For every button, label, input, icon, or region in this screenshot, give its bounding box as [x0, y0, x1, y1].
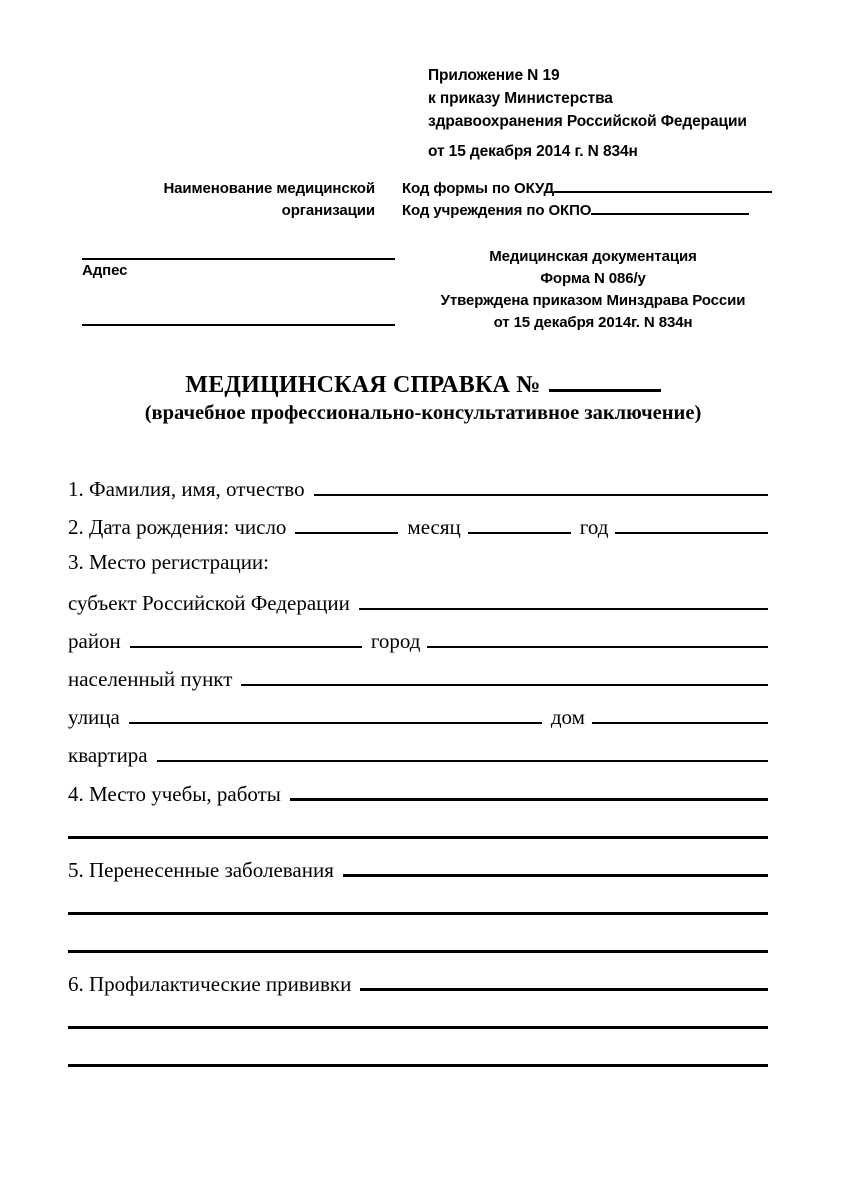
field-row-workplace-continuation [68, 816, 768, 854]
field-row-workplace [68, 778, 768, 816]
birthdate-month-fill-line[interactable] [468, 512, 571, 534]
okpo-label: Код учреждения по ОКПО [402, 202, 592, 219]
workplace-continuation-line[interactable] [68, 816, 768, 839]
organization-name-line-1: Наименование медицинской [163, 180, 375, 197]
appendix-line-1: Приложение N 19 [428, 67, 560, 84]
city-fill-line[interactable] [427, 626, 768, 648]
meddoc-line-1: Медицинская документация [489, 248, 697, 265]
field-row-registration-heading [68, 550, 768, 588]
field-row-fullname [68, 474, 768, 512]
meddoc-line-3: Утверждена приказом Минздрава России [440, 292, 746, 309]
code-fields [402, 178, 782, 222]
vaccinations-continuation-line-1[interactable] [68, 1006, 768, 1029]
workplace-fill-line[interactable] [290, 778, 768, 801]
field-row-past-illnesses-continuation-1 [68, 892, 768, 930]
organization-name-label [95, 178, 375, 222]
birthdate-day-fill-line[interactable] [295, 512, 398, 534]
document-title-text: МЕДИЦИНСКАЯ СПРАВКА № [185, 372, 541, 398]
apartment-label: квартира [68, 743, 148, 767]
house-fill-line[interactable] [592, 702, 768, 724]
okpo-fill-line[interactable] [591, 200, 749, 215]
address-rule-bottom[interactable] [82, 324, 395, 326]
field-row-street-house [68, 702, 768, 740]
apartment-fill-line[interactable] [157, 740, 768, 762]
appendix-line-3: здравоохранения Российской Федерации [428, 113, 747, 130]
vaccinations-label: 6. Профилактические прививки [68, 972, 352, 996]
field-row-subject [68, 588, 768, 626]
okud-fill-line[interactable] [554, 178, 772, 193]
organization-name-line-2: организации [281, 202, 375, 219]
field-row-district-city [68, 626, 768, 664]
meddoc-line-2: Форма N 086/у [540, 270, 646, 287]
vaccinations-fill-line[interactable] [360, 968, 768, 991]
certificate-number-fill-line[interactable] [549, 375, 661, 392]
house-label: дом [550, 705, 585, 729]
locality-label: населенный пункт [68, 667, 233, 691]
past-illnesses-continuation-line-1[interactable] [68, 892, 768, 915]
locality-fill-line[interactable] [241, 664, 768, 686]
field-row-birthdate [68, 512, 768, 550]
district-label: район [68, 629, 121, 653]
district-fill-line[interactable] [130, 626, 362, 648]
document-title [0, 372, 846, 399]
appendix-line-4: от 15 декабря 2014 г. N 834н [428, 143, 638, 160]
birthdate-day-label: 2. Дата рождения: число [68, 515, 287, 539]
meddoc-line-4: от 15 декабря 2014г. N 834н [493, 314, 693, 331]
subject-label: субъект Российской Федерации [68, 591, 350, 615]
appendix-header [428, 64, 828, 163]
birthdate-month-label: месяц [407, 515, 461, 539]
field-row-vaccinations [68, 968, 768, 1006]
address-label: Адпес [82, 262, 128, 279]
city-label: город [370, 629, 421, 653]
form-fields [68, 474, 768, 1082]
medical-documentation-block [402, 246, 784, 334]
field-row-apartment [68, 740, 768, 778]
fullname-label: 1. Фамилия, имя, отчество [68, 477, 305, 501]
field-row-past-illnesses [68, 854, 768, 892]
workplace-label: 4. Место учебы, работы [68, 782, 281, 806]
vaccinations-continuation-line-2[interactable] [68, 1044, 768, 1067]
field-row-vaccinations-continuation-2 [68, 1044, 768, 1082]
document-title-block [0, 372, 846, 425]
past-illnesses-continuation-line-2[interactable] [68, 930, 768, 953]
past-illnesses-fill-line[interactable] [343, 854, 768, 877]
field-row-locality [68, 664, 768, 702]
address-rule-top[interactable] [82, 258, 395, 260]
okud-code-row [402, 178, 772, 200]
document-subtitle: (врачебное профессионально-консультативное заключение) [144, 402, 702, 424]
subject-fill-line[interactable] [359, 588, 768, 610]
field-row-vaccinations-continuation-1 [68, 1006, 768, 1044]
registration-heading-label: 3. Место регистрации: [68, 550, 270, 574]
okpo-code-row [402, 200, 772, 222]
birthdate-year-fill-line[interactable] [615, 512, 768, 534]
birthdate-year-label: год [579, 515, 609, 539]
street-label: улица [68, 705, 120, 729]
street-fill-line[interactable] [129, 702, 542, 724]
fullname-fill-line[interactable] [314, 474, 768, 496]
field-row-past-illnesses-continuation-2 [68, 930, 768, 968]
past-illnesses-label: 5. Перенесенные заболевания [68, 858, 334, 882]
appendix-line-2: к приказу Министерства [428, 90, 613, 107]
okud-label: Код формы по ОКУД [402, 180, 555, 197]
